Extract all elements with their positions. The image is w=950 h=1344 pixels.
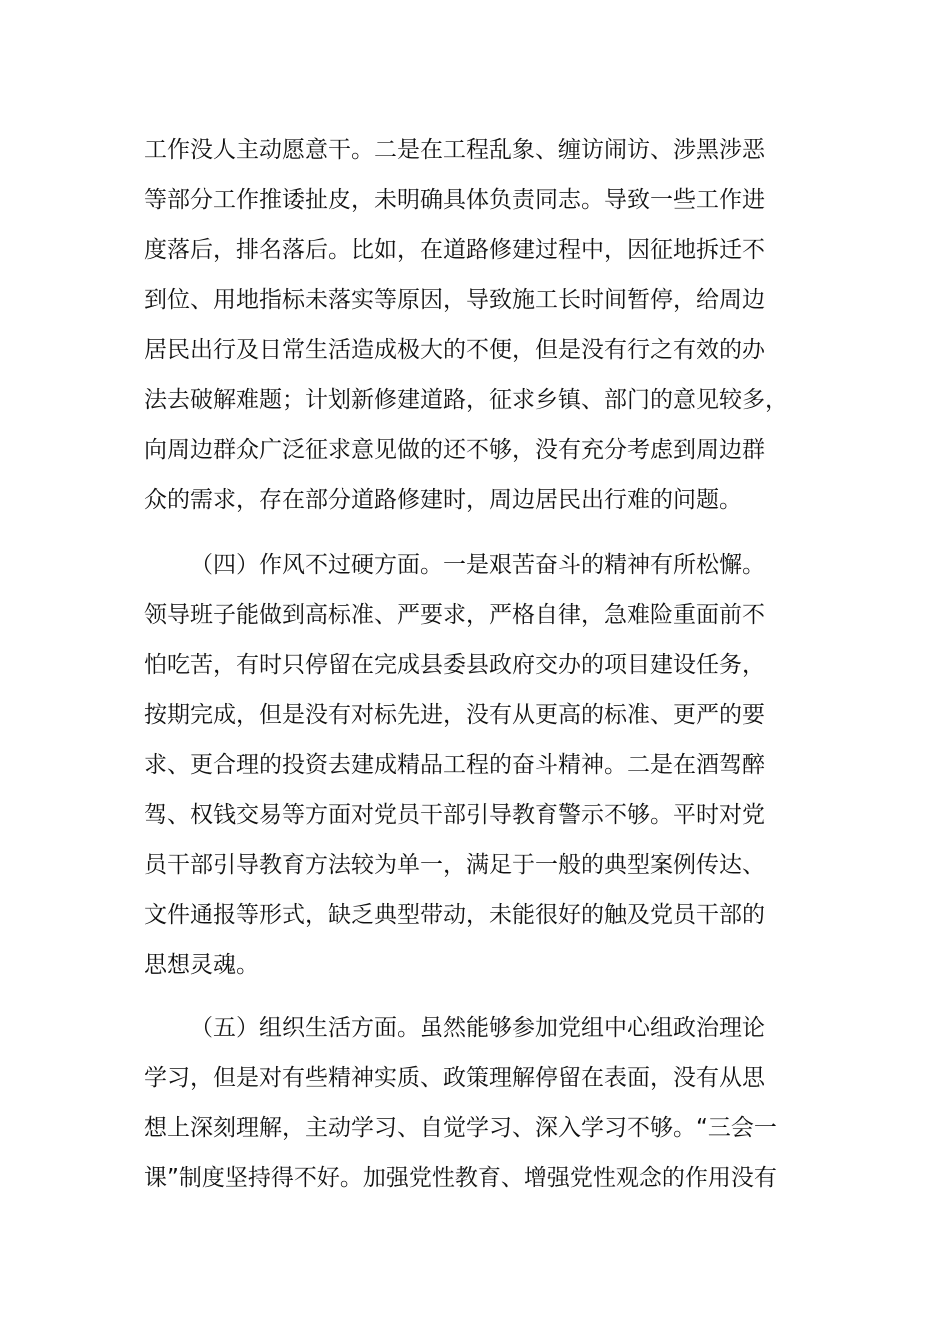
text-line: 工作没人主动愿意干。二是在工程乱象、缠访闹访、涉黑涉恶 xyxy=(144,137,765,163)
text-line: 居民出行及日常生活造成极大的不便，但是没有行之有效的办 xyxy=(144,337,765,363)
text-line: 课”制度坚持得不好。加强党性教育、增强党性观念的作用没有 xyxy=(144,1165,777,1191)
text-line: 文件通报等形式，缺乏典型带动，未能很好的触及党员干部的 xyxy=(144,902,765,928)
text-line: 驾、权钱交易等方面对党员干部引导教育警示不够。平时对党 xyxy=(144,802,765,828)
text-line: （五）组织生活方面。虽然能够参加党组中心组政治理论 xyxy=(190,1015,765,1041)
text-line: 到位、用地指标未落实等原因，导致施工长时间暂停，给周边 xyxy=(144,287,765,313)
text-line: 向周边群众广泛征求意见做的还不够，没有充分考虑到周边群 xyxy=(144,437,765,463)
text-line: 度落后，排名落后。比如，在道路修建过程中，因征地拆迁不 xyxy=(144,237,765,263)
text-line: 学习，但是对有些精神实质、政策理解停留在表面，没有从思 xyxy=(144,1065,765,1091)
text-line: 按期完成，但是没有对标先进，没有从更高的标准、更严的要 xyxy=(144,702,765,728)
text-line: 众的需求，存在部分道路修建时，周边居民出行难的问题。 xyxy=(144,487,742,513)
text-line: 员干部引导教育方法较为单一，满足于一般的典型案例传达、 xyxy=(144,852,765,878)
text-line: 怕吃苦，有时只停留在完成县委县政府交办的项目建设任务， xyxy=(144,652,765,678)
text-line: 求、更合理的投资去建成精品工程的奋斗精神。二是在酒驾醉 xyxy=(144,752,765,778)
text-line: 等部分工作推诿扯皮，未明确具体负责同志。导致一些工作进 xyxy=(144,187,765,213)
text-line: 想上深刻理解，主动学习、自觉学习、深入学习不够。“三会一 xyxy=(144,1115,777,1141)
text-line: 领导班子能做到高标准、严要求，严格自律，急难险重面前不 xyxy=(144,602,765,628)
text-line: （四）作风不过硬方面。一是艰苦奋斗的精神有所松懈。 xyxy=(190,552,765,578)
text-line: 思想灵魂。 xyxy=(144,952,259,978)
text-line: 法去破解难题；计划新修建道路，征求乡镇、部门的意见较多， xyxy=(144,387,788,413)
